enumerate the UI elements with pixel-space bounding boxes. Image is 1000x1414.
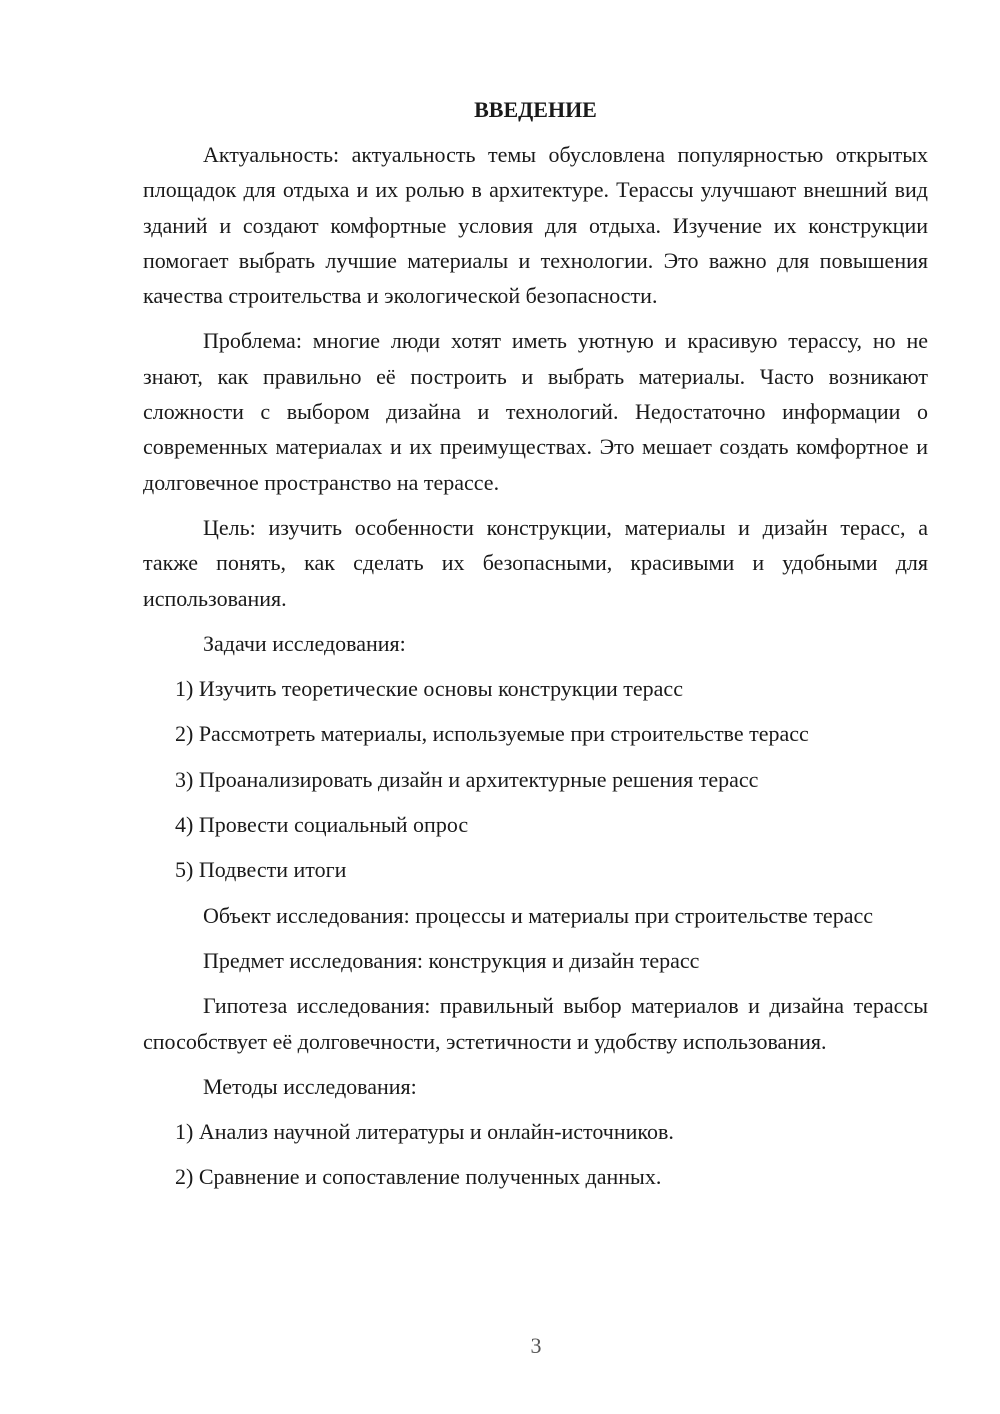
subject-paragraph: Предмет исследования: конструкция и дизайн терасс xyxy=(203,947,700,973)
task-item: 5) Подвести итоги xyxy=(175,857,347,883)
task-item: 3) Проанализировать дизайн и архитектурные решения терасс xyxy=(175,766,759,792)
section-title: ВВЕДЕНИЕ xyxy=(474,97,597,122)
methods-heading: Методы исследования: xyxy=(203,1073,417,1099)
object-paragraph: Объект исследования: процессы и материалы при строительстве терасс xyxy=(203,902,873,928)
page-number: 3 xyxy=(530,1333,542,1358)
page-content xyxy=(143,92,928,1205)
method-item: 2) Сравнение и сопоставление полученных данных. xyxy=(175,1164,662,1190)
tasks-heading: Задачи исследования: xyxy=(203,630,406,656)
relevance-paragraph: Актуальность: актуальность темы обусловлена популярностью открытых площадок для отдыха и их ролью в архитектуре. Терассы улучшают внешний вид зданий и создают комфортные условия для отдыха. Изучение их конструкции помогает выбрать лучшие материалы и технологии. Это важно для повышения качества строительства и экологической безопасности. xyxy=(143,142,928,309)
problem-paragraph: Проблема: многие люди хотят иметь уютную и красивую терассу, но не знают, как правильно её построить и выбрать материалы. Часто возникают сложности с выбором дизайна и технологий. Недостаточно информации о современных материалах и их преимуществах. Это мешает создать комфортное и долговечное пространство на терассе. xyxy=(143,328,928,495)
task-item: 4) Провести социальный опрос xyxy=(175,812,469,838)
hypothesis-paragraph: Гипотеза исследования: правильный выбор материалов и дизайна терассы способствует её долговечности, эстетичности и удобству использования. xyxy=(143,993,928,1054)
task-item: 2) Рассмотреть материалы, используемые при строительстве терасс xyxy=(175,721,809,747)
goal-paragraph: Цель: изучить особенности конструкции, материалы и дизайн терасс, а также понять, как сделать их безопасными, красивыми и удобными для использования. xyxy=(143,514,928,611)
method-item: 1) Анализ научной литературы и онлайн-источников. xyxy=(175,1119,674,1145)
task-item: 1) Изучить теоретические основы конструкции терасс xyxy=(175,676,683,702)
